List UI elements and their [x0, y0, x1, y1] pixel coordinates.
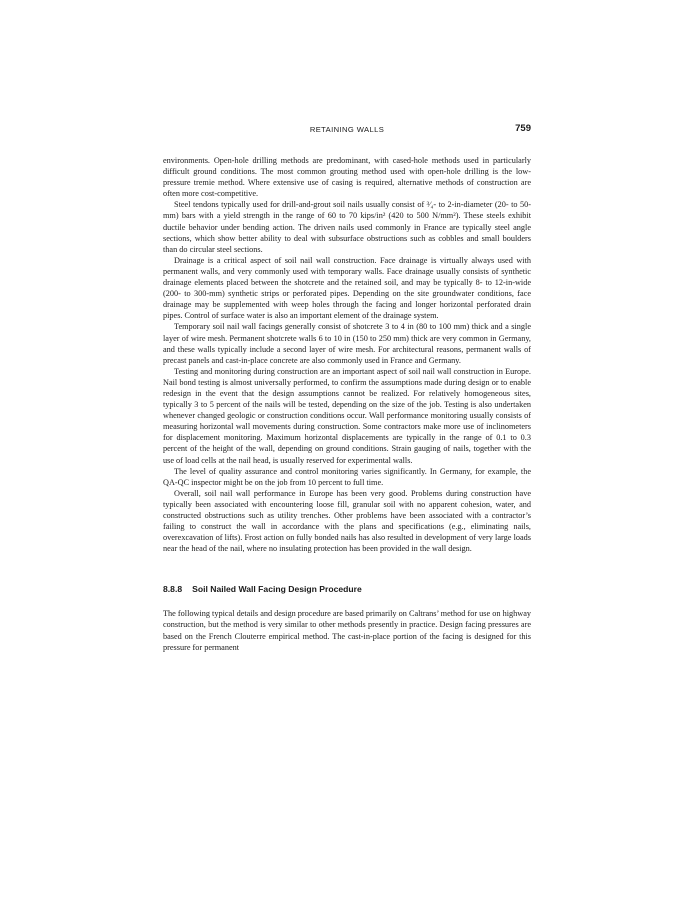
section-heading	[163, 584, 531, 594]
paragraph: Drainage is a critical aspect of soil nail wall construction. Face drainage is virtually always used with permanent walls, and very commonly used with temporary walls. Face drainage usually consists of synthetic drainage elements placed between the shotcrete and the retained soil, and may be typically 8- to 12-in-wide (200- to 300-mm) synthetic strips or perforated pipes. Depending on the site groundwater conditions, face drainage may be supplemented with weep holes through the facing and longer horizontal perforated drain pipes. Control of surface water is also an important element of the drainage system.	[163, 255, 531, 321]
paragraph: The level of quality assurance and control monitoring varies significantly. In Germany, for example, the QA-QC inspector might be on the job from 10 percent to full time.	[163, 466, 531, 487]
body-text	[163, 155, 531, 554]
section-number: 8.8.8	[163, 584, 183, 595]
paragraph: Temporary soil nail wall facings generally consist of shotcrete 3 to 4 in (80 to 100 mm) thick and a single layer of wire mesh. Permanent shotcrete walls 6 to 10 in (150 to 250 mm) thick are very common in Germany, and these walls typically include a second layer of wire mesh. For architectural reasons, permanent walls of precast panels and cast-in-place concrete are also commonly used in France and Germany.	[163, 322, 531, 365]
page-number: 759	[515, 123, 531, 134]
running-head	[163, 123, 531, 137]
paragraph: Steel tendons typically used for drill-and-grout soil nails usually consist of ³⁄₄- to 2-in-diameter (20- to 50-mm) bars with a yield strength in the range of 60 to 70 kips/in² (420 to 500 N/mm²). These steels exhibit ductile behavior under bending action. The driven nails used commonly in France are typically steel angle sections, which show better ability to deal with subsurface obstructions such as cobbles and small boulders than do circular steel sections.	[163, 200, 531, 254]
paragraph: Testing and monitoring during construction are an important aspect of soil nail wall construction in Europe. Nail bond testing is almost universally performed, to confirm the assumptions made during design or to enable redesign in the event that the design assumptions cannot be realized. For relatively homogeneous sites, typically 3 to 5 percent of the nails will be tested, depending on the size of the job. Testing is also undertaken whenever changed geologic or construction conditions occur. Wall performance monitoring usually consists of measuring horizontal wall movements during construction. Some contractors make more use of inclinometers for displacement monitoring. Maximum horizontal displacements are typically in the range of 0.1 to 0.3 percent of the height of the wall, depending on ground conditions. Strain gauging of nails, together with the use of load cells at the nail head, is usually reserved for experimental walls.	[163, 366, 531, 465]
running-title: RETAINING WALLS	[309, 125, 385, 134]
document-page	[163, 123, 531, 653]
paragraph: The following typical details and design procedure are based primarily on Caltrans’ method for use on highway construction, but the method is very similar to other methods presently in practice. Design facing pressures are based on the French Clouterre empirical method. The cast-in-place portion of the facing is designed for this pressure for permanent	[163, 609, 531, 652]
paragraph: environments. Open-hole drilling methods are predominant, with cased-hole methods used in particularly difficult ground conditions. The most common grouting method used with open-hole drilling is the low-pressure tremie method. Where extensive use of casing is required, alternative methods of construction are often more cost-competitive.	[163, 156, 531, 199]
section-title: Soil Nailed Wall Facing Design Procedure	[192, 584, 362, 595]
paragraph: Overall, soil nail wall performance in Europe has been very good. Problems during construction have typically been associated with encountering loose fill, granular soil with no apparent cohesion, water, and constructed obstructions such as utility trenches. Other problems have been associated with a contractor’s failing to construct the wall in accordance with the plans and specifications (e.g., eliminating nails, overexcavation of lifts). Frost action on fully bonded nails has also resulted in development of very large loads near the head of the nail, where no insulating protection has been provided in the wall design.	[163, 488, 531, 554]
section-body	[163, 608, 531, 652]
